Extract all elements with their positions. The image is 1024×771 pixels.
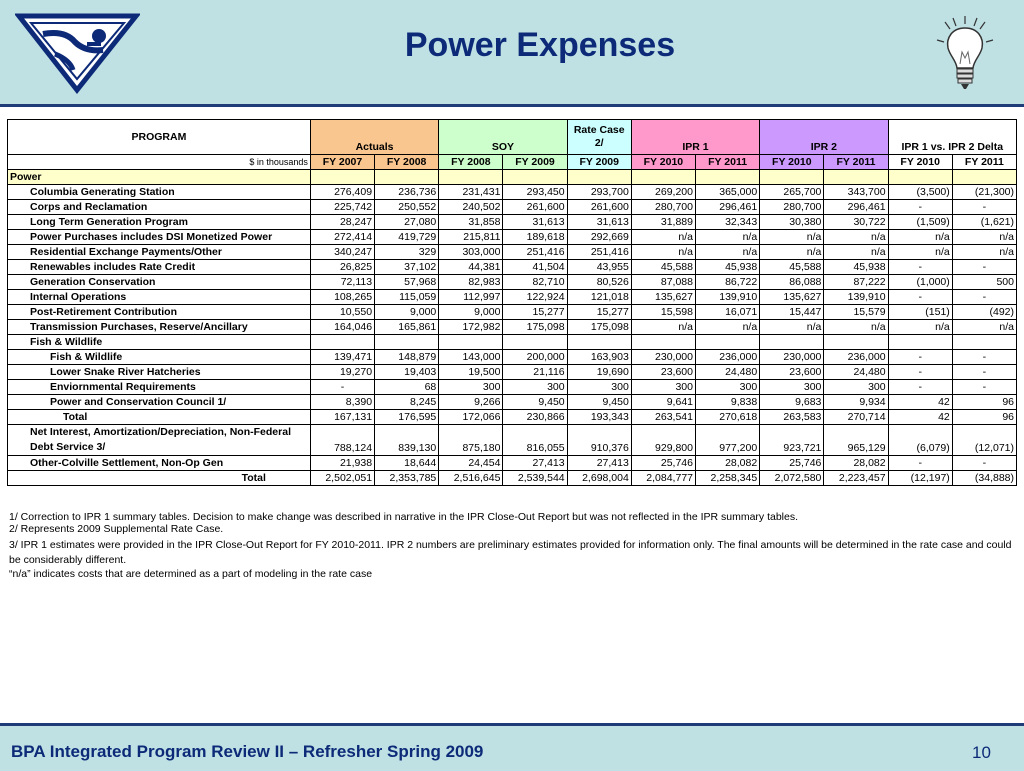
value-cell: n/a (952, 320, 1016, 335)
value-cell: 269,200 (631, 185, 695, 200)
value-cell: - (952, 200, 1016, 215)
value-cell: 2,223,457 (824, 471, 888, 486)
main-rows (8, 185, 1017, 335)
value-cell: 9,450 (503, 395, 567, 410)
value-cell: 26,825 (310, 260, 374, 275)
value-cell: 139,471 (310, 350, 374, 365)
units-label: $ in thousands (8, 155, 311, 170)
value-cell: 15,447 (760, 305, 824, 320)
value-cell: 24,480 (824, 365, 888, 380)
table-row (8, 230, 1017, 245)
page-number: 10 (972, 743, 991, 762)
value-cell: 175,098 (567, 320, 631, 335)
value-cell: 15,277 (567, 305, 631, 320)
value-cell: 165,861 (375, 320, 439, 335)
value-cell: (1,000) (888, 275, 952, 290)
value-cell: 293,450 (503, 185, 567, 200)
value-cell: - (888, 350, 952, 365)
table-row (8, 380, 1017, 395)
value-cell: 82,710 (503, 275, 567, 290)
value-cell: 2,516,645 (439, 471, 503, 486)
value-cell: 9,683 (760, 395, 824, 410)
value-cell: 263,541 (631, 410, 695, 425)
value-cell: 121,018 (567, 290, 631, 305)
value-cell: 175,098 (503, 320, 567, 335)
value-cell: 419,729 (375, 230, 439, 245)
value-cell: 139,910 (824, 290, 888, 305)
value-cell: 28,247 (310, 215, 374, 230)
value-cell: 923,721 (760, 425, 824, 456)
value-cell: 230,000 (760, 350, 824, 365)
table-row (8, 410, 1017, 425)
row-label: Power and Conservation Council 1/ (8, 395, 311, 410)
value-cell: 96 (952, 410, 1016, 425)
value-cell: 25,746 (631, 456, 695, 471)
value-cell: - (888, 380, 952, 395)
value-cell: 41,504 (503, 260, 567, 275)
value-cell: 261,600 (567, 200, 631, 215)
value-cell: 270,714 (824, 410, 888, 425)
value-cell: 115,059 (375, 290, 439, 305)
footnote: 3/ IPR 1 estimates were provided in the IPR Close-Out Report for FY 2010-2011. IPR 2 numbers are preliminary estimates provided for information only. The final amounts will be determined in the rate case and could be considerably different. (9, 539, 1012, 567)
footnote: 1/ Correction to IPR 1 summary tables. Decision to make change was described in narrative in the IPR Close-Out Report but was not reflected in the IPR summary tables. (9, 511, 799, 523)
value-cell: 87,222 (824, 275, 888, 290)
value-cell: 292,669 (567, 230, 631, 245)
value-cell: 18,644 (375, 456, 439, 471)
value-cell: 9,000 (439, 305, 503, 320)
value-cell: - (952, 380, 1016, 395)
value-cell: 45,588 (760, 260, 824, 275)
year-cell: FY 2008 (439, 155, 503, 170)
table-row (8, 215, 1017, 230)
value-cell: 28,082 (824, 456, 888, 471)
value-cell: (492) (952, 305, 1016, 320)
value-cell: 977,200 (696, 425, 760, 456)
value-cell: n/a (631, 245, 695, 260)
value-cell: 27,080 (375, 215, 439, 230)
value-cell: 251,416 (567, 245, 631, 260)
row-label: Lower Snake River Hatcheries (8, 365, 311, 380)
year-cell: FY 2011 (824, 155, 888, 170)
value-cell: 9,641 (631, 395, 695, 410)
table-header-row (8, 120, 1017, 155)
row-label: Power Purchases includes DSI Monetized Power (8, 230, 311, 245)
value-cell: 21,116 (503, 365, 567, 380)
value-cell: 72,113 (310, 275, 374, 290)
value-cell: 9,838 (696, 395, 760, 410)
value-cell: 19,270 (310, 365, 374, 380)
value-cell: 10,550 (310, 305, 374, 320)
value-cell: 839,130 (375, 425, 439, 456)
table-row (8, 185, 1017, 200)
section-row (8, 170, 1017, 185)
value-cell: - (310, 380, 374, 395)
value-cell: n/a (824, 245, 888, 260)
value-cell: 68 (375, 380, 439, 395)
group-actuals: Actuals (310, 120, 438, 155)
row-label: Post-Retirement Contribution (8, 305, 311, 320)
value-cell: 265,700 (760, 185, 824, 200)
footnote: 2/ Represents 2009 Supplemental Rate Case. (9, 522, 224, 535)
value-cell: 300 (631, 380, 695, 395)
value-cell: 2,072,580 (760, 471, 824, 486)
value-cell: 875,180 (439, 425, 503, 456)
group-rate-case: Rate Case 2/ (567, 120, 631, 155)
table-row (8, 425, 1017, 456)
value-cell: 251,416 (503, 245, 567, 260)
lightbulb-icon (935, 14, 995, 94)
value-cell: 2,258,345 (696, 471, 760, 486)
power-expenses-table (7, 119, 1017, 486)
value-cell: - (952, 365, 1016, 380)
value-cell: 8,390 (310, 395, 374, 410)
value-cell: 164,046 (310, 320, 374, 335)
value-cell: 2,084,777 (631, 471, 695, 486)
slide-footer (0, 723, 1024, 771)
value-cell: 31,889 (631, 215, 695, 230)
group-ipr1: IPR 1 (631, 120, 759, 155)
value-cell: 28,082 (696, 456, 760, 471)
value-cell: 300 (567, 380, 631, 395)
row-label: Enviornmental Requirements (8, 380, 311, 395)
value-cell: 167,131 (310, 410, 374, 425)
value-cell: 293,700 (567, 185, 631, 200)
value-cell: 27,413 (567, 456, 631, 471)
value-cell: 329 (375, 245, 439, 260)
value-cell: 215,811 (439, 230, 503, 245)
value-cell: 31,858 (439, 215, 503, 230)
row-label: Internal Operations (8, 290, 311, 305)
value-cell: - (952, 260, 1016, 275)
value-cell: 31,613 (503, 215, 567, 230)
value-cell: 15,598 (631, 305, 695, 320)
row-label: Generation Conservation (8, 275, 311, 290)
value-cell: 300 (760, 380, 824, 395)
value-cell: 57,968 (375, 275, 439, 290)
year-cell: FY 2010 (631, 155, 695, 170)
value-cell: n/a (824, 320, 888, 335)
value-cell: n/a (760, 320, 824, 335)
value-cell: 163,903 (567, 350, 631, 365)
value-cell: (3,500) (888, 185, 952, 200)
value-cell: - (952, 290, 1016, 305)
value-cell: 230,866 (503, 410, 567, 425)
value-cell: 24,454 (439, 456, 503, 471)
value-cell: 43,955 (567, 260, 631, 275)
value-cell: - (952, 456, 1016, 471)
value-cell: 27,413 (503, 456, 567, 471)
value-cell: 300 (696, 380, 760, 395)
value-cell: 343,700 (824, 185, 888, 200)
value-cell: 261,600 (503, 200, 567, 215)
fish-rows (8, 350, 1017, 410)
value-cell: n/a (631, 230, 695, 245)
value-cell: (1,621) (952, 215, 1016, 230)
value-cell: - (888, 200, 952, 215)
fish-header-row (8, 335, 1017, 350)
value-cell: 340,247 (310, 245, 374, 260)
value-cell: n/a (952, 245, 1016, 260)
value-cell: 37,102 (375, 260, 439, 275)
value-cell: 236,000 (824, 350, 888, 365)
value-cell: 236,000 (696, 350, 760, 365)
value-cell: 19,403 (375, 365, 439, 380)
value-cell: 45,588 (631, 260, 695, 275)
row-label: Other-Colville Settlement, Non-Op Gen (8, 456, 311, 471)
value-cell: n/a (824, 230, 888, 245)
value-cell: 45,938 (824, 260, 888, 275)
value-cell: 276,409 (310, 185, 374, 200)
value-cell: 42 (888, 395, 952, 410)
row-label: Fish & Wildlife (8, 335, 311, 350)
value-cell: 200,000 (503, 350, 567, 365)
table-row (8, 395, 1017, 410)
value-cell: 280,700 (760, 200, 824, 215)
value-cell: 280,700 (631, 200, 695, 215)
value-cell: 31,613 (567, 215, 631, 230)
value-cell: 32,343 (696, 215, 760, 230)
value-cell: n/a (888, 320, 952, 335)
table-row (8, 275, 1017, 290)
section-label: Power (8, 170, 311, 185)
value-cell: 44,381 (439, 260, 503, 275)
value-cell: - (952, 350, 1016, 365)
year-cell: FY 2009 (567, 155, 631, 170)
value-cell: 143,000 (439, 350, 503, 365)
value-cell: n/a (696, 245, 760, 260)
table-row (8, 350, 1017, 365)
program-header: PROGRAM (8, 120, 311, 155)
year-cell: FY 2008 (375, 155, 439, 170)
table-row (8, 471, 1017, 486)
value-cell: n/a (888, 230, 952, 245)
value-cell: 2,353,785 (375, 471, 439, 486)
value-cell: 2,502,051 (310, 471, 374, 486)
value-cell: 108,265 (310, 290, 374, 305)
value-cell: 250,552 (375, 200, 439, 215)
value-cell: 42 (888, 410, 952, 425)
value-cell: 965,129 (824, 425, 888, 456)
value-cell: 225,742 (310, 200, 374, 215)
value-cell: 19,690 (567, 365, 631, 380)
value-cell: 300 (824, 380, 888, 395)
value-cell: 2,539,544 (503, 471, 567, 486)
value-cell: 148,879 (375, 350, 439, 365)
value-cell: (151) (888, 305, 952, 320)
value-cell: 8,245 (375, 395, 439, 410)
year-cell: FY 2009 (503, 155, 567, 170)
footnotes (9, 511, 1014, 581)
value-cell: 9,000 (375, 305, 439, 320)
value-cell: - (888, 365, 952, 380)
tail-rows (8, 425, 1017, 471)
value-cell: 230,000 (631, 350, 695, 365)
value-cell: 96 (952, 395, 1016, 410)
value-cell: 172,066 (439, 410, 503, 425)
row-label: Renewables includes Rate Credit (8, 260, 311, 275)
value-cell: 270,618 (696, 410, 760, 425)
value-cell: 139,910 (696, 290, 760, 305)
value-cell: 189,618 (503, 230, 567, 245)
value-cell: 23,600 (760, 365, 824, 380)
value-cell: 23,600 (631, 365, 695, 380)
value-cell: 300 (503, 380, 567, 395)
value-cell: 365,000 (696, 185, 760, 200)
value-cell: 500 (952, 275, 1016, 290)
value-cell: (21,300) (952, 185, 1016, 200)
value-cell: 9,934 (824, 395, 888, 410)
grand-total (8, 471, 1017, 486)
value-cell: 112,997 (439, 290, 503, 305)
value-cell: 9,266 (439, 395, 503, 410)
value-cell: (6,079) (888, 425, 952, 456)
group-ipr2: IPR 2 (760, 120, 888, 155)
value-cell: - (888, 260, 952, 275)
value-cell: 910,376 (567, 425, 631, 456)
value-cell: 86,722 (696, 275, 760, 290)
year-cell: FY 2010 (888, 155, 952, 170)
value-cell: 263,583 (760, 410, 824, 425)
table-years-row (8, 155, 1017, 170)
value-cell: 296,461 (696, 200, 760, 215)
value-cell: 30,380 (760, 215, 824, 230)
year-cell: FY 2010 (760, 155, 824, 170)
value-cell: 9,450 (567, 395, 631, 410)
value-cell: 2,698,004 (567, 471, 631, 486)
value-cell: 21,938 (310, 456, 374, 471)
value-cell: (1,509) (888, 215, 952, 230)
value-cell: 86,088 (760, 275, 824, 290)
value-cell: (12,197) (888, 471, 952, 486)
value-cell: n/a (696, 230, 760, 245)
page-title: Power Expenses (404, 26, 676, 64)
value-cell: n/a (760, 245, 824, 260)
table-row (8, 365, 1017, 380)
value-cell: 30,722 (824, 215, 888, 230)
year-cell: FY 2011 (696, 155, 760, 170)
value-cell: 193,343 (567, 410, 631, 425)
value-cell: 16,071 (696, 305, 760, 320)
row-label: Net Interest, Amortization/Depreciation, Non-Federal Debt Service 3/ (8, 425, 311, 456)
row-label: Corps and Reclamation (8, 200, 311, 215)
value-cell: n/a (760, 230, 824, 245)
value-cell: - (888, 456, 952, 471)
row-label: Columbia Generating Station (8, 185, 311, 200)
value-cell: 15,579 (824, 305, 888, 320)
value-cell: 272,414 (310, 230, 374, 245)
value-cell: 236,736 (375, 185, 439, 200)
value-cell: 788,124 (310, 425, 374, 456)
value-cell: n/a (696, 320, 760, 335)
row-label: Long Term Generation Program (8, 215, 311, 230)
table-row (8, 260, 1017, 275)
value-cell: (34,888) (952, 471, 1016, 486)
value-cell: 122,924 (503, 290, 567, 305)
year-cell: FY 2007 (310, 155, 374, 170)
value-cell: 303,000 (439, 245, 503, 260)
value-cell: 24,480 (696, 365, 760, 380)
footnote: “n/a” indicates costs that are determined as a part of modeling in the rate case (9, 568, 373, 581)
value-cell: 240,502 (439, 200, 503, 215)
row-label: Total (8, 410, 311, 425)
slide-header (0, 0, 1024, 107)
footer-title: BPA Integrated Program Review II – Refresher Spring 2009 (11, 742, 484, 761)
table-row (8, 290, 1017, 305)
group-delta: IPR 1 vs. IPR 2 Delta (888, 120, 1016, 155)
value-cell: 300 (439, 380, 503, 395)
value-cell: 231,431 (439, 185, 503, 200)
value-cell: - (888, 290, 952, 305)
row-label: Residential Exchange Payments/Other (8, 245, 311, 260)
value-cell: (12,071) (952, 425, 1016, 456)
value-cell: 172,982 (439, 320, 503, 335)
value-cell: 25,746 (760, 456, 824, 471)
table-row (8, 200, 1017, 215)
value-cell: 296,461 (824, 200, 888, 215)
value-cell: 816,055 (503, 425, 567, 456)
row-label: Fish & Wildlife (8, 350, 311, 365)
value-cell: 87,088 (631, 275, 695, 290)
table-row (8, 245, 1017, 260)
value-cell: 176,595 (375, 410, 439, 425)
value-cell: 80,526 (567, 275, 631, 290)
value-cell: n/a (952, 230, 1016, 245)
value-cell: 19,500 (439, 365, 503, 380)
value-cell: 135,627 (760, 290, 824, 305)
table-row (8, 305, 1017, 320)
value-cell: 135,627 (631, 290, 695, 305)
value-cell: 45,938 (696, 260, 760, 275)
value-cell: 929,800 (631, 425, 695, 456)
row-label: Transmission Purchases, Reserve/Ancillary (8, 320, 311, 335)
value-cell: n/a (888, 245, 952, 260)
table-row (8, 456, 1017, 471)
group-soy: SOY (439, 120, 567, 155)
year-cell: FY 2011 (952, 155, 1016, 170)
value-cell: 15,277 (503, 305, 567, 320)
row-label: Total (8, 471, 311, 486)
fish-total (8, 410, 1017, 425)
table-row (8, 320, 1017, 335)
value-cell: 82,983 (439, 275, 503, 290)
value-cell: n/a (631, 320, 695, 335)
